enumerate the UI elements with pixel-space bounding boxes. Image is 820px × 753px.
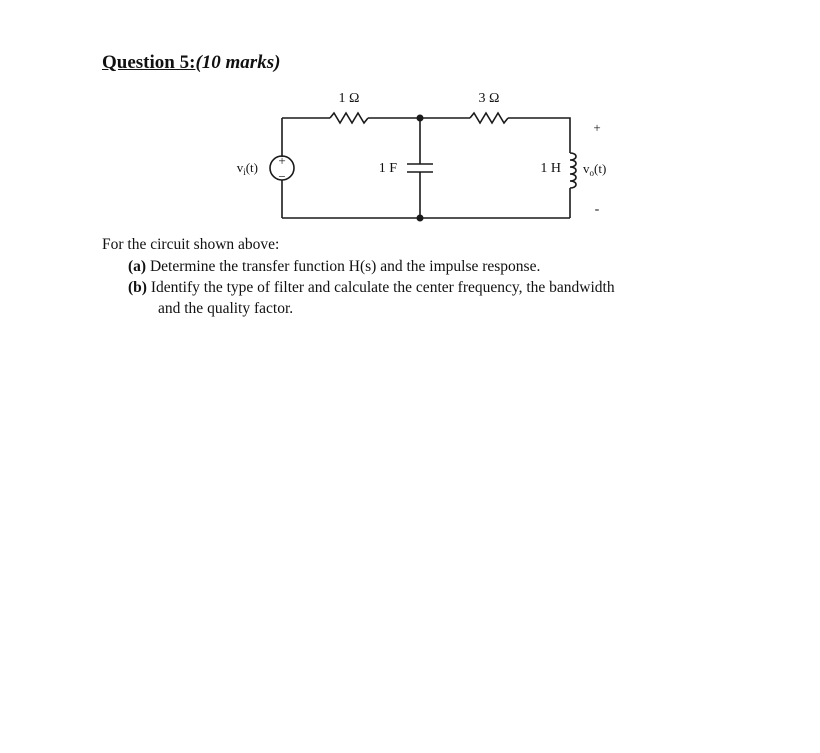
part-b-text: Identify the type of filter and calculate the center frequency, the bandwidth: [146, 279, 615, 296]
part-a-label: (a): [128, 258, 147, 275]
part-b-label: (b): [128, 279, 147, 296]
question-marks: (10 marks): [195, 52, 281, 73]
r2-label: 3 Ω: [478, 91, 500, 106]
inductor-icon: [570, 153, 576, 188]
source-plus-sign: +: [278, 153, 286, 168]
output-minus-sign: -: [594, 202, 600, 217]
resistor-1-icon: [330, 113, 368, 123]
wire-r2-right: [508, 118, 570, 153]
output-plus-sign: +: [593, 120, 601, 135]
r1-label: 1 Ω: [338, 91, 360, 106]
output-label: $v_o(t)$: [583, 161, 607, 178]
capacitor-label: 1 F: [378, 161, 397, 176]
problem-intro: For the circuit shown above:: [102, 236, 280, 253]
source-minus-sign: −: [278, 169, 286, 184]
part-b: [128, 279, 615, 297]
source-label: $v_i(t)$: [236, 160, 258, 177]
resistor-2-icon: [470, 113, 508, 123]
capacitor-icon: [407, 164, 433, 172]
part-a-text: Determine the transfer function H(s) and the impulse response.: [146, 258, 541, 275]
part-a: [128, 258, 540, 276]
part-b-text-continued: and the quality factor.: [158, 300, 294, 317]
inductor-label: 1 H: [540, 161, 561, 176]
question-number: Question 5:: [102, 52, 196, 73]
